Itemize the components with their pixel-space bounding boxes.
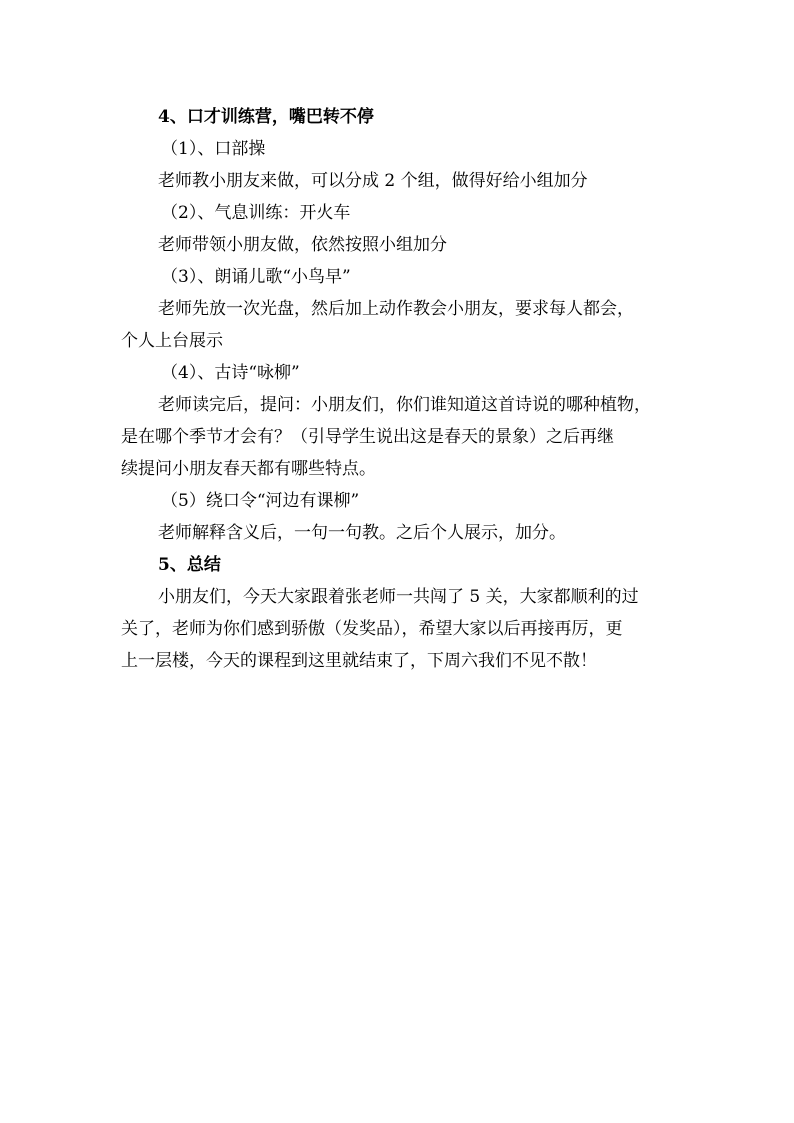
subsection-heading-2: （2）、气息训练：开火车	[161, 203, 351, 223]
paragraph-poem-line-3: 续提问小朋友春天都有哪些特点。	[121, 459, 376, 479]
paragraph-summary-line-3: 上一层楼，今天的课程到这里就结束了，下周六我们不见不散！	[121, 651, 597, 671]
section-heading-5: 5、总结	[158, 555, 221, 575]
paragraph-poem-line-1: 老师读完后，提问：小朋友们，你们谁知道这首诗说的哪种植物，	[158, 395, 651, 415]
paragraph-nursery-rhyme-line-1: 老师先放一次光盘，然后加上动作教会小朋友，要求每人都会，	[158, 299, 634, 319]
paragraph-tongue-twister: 老师解释含义后，一句一句教。之后个人展示，加分。	[158, 523, 566, 543]
section-heading-4: 4、口才训练营，嘴巴转不停	[158, 107, 374, 127]
subsection-heading-4: （4）、古诗“咏柳”	[161, 363, 300, 383]
paragraph-poem-line-2: 是在哪个季节才会有？（引导学生说出这是春天的景象）之后再继	[121, 427, 614, 447]
paragraph-breath-training: 老师带领小朋友做，依然按照小组加分	[158, 235, 447, 255]
subsection-heading-3: （3）、朗诵儿歌“小鸟早”	[161, 267, 351, 287]
subsection-heading-5: （5）绕口令“河边有课柳”	[161, 491, 360, 511]
document-body	[121, 101, 677, 677]
paragraph-summary-line-2: 关了，老师为你们感到骄傲（发奖品），希望大家以后再接再厉，更	[121, 619, 623, 639]
paragraph-summary-line-1: 小朋友们，今天大家跟着张老师一共闯了 5 关，大家都顺利的过	[158, 587, 639, 607]
subsection-heading-1: （1）、口部操	[161, 139, 266, 159]
paragraph-mouth-exercise: 老师教小朋友来做，可以分成 2 个组，做得好给小组加分	[158, 171, 588, 191]
paragraph-nursery-rhyme-line-2: 个人上台展示	[121, 331, 223, 351]
